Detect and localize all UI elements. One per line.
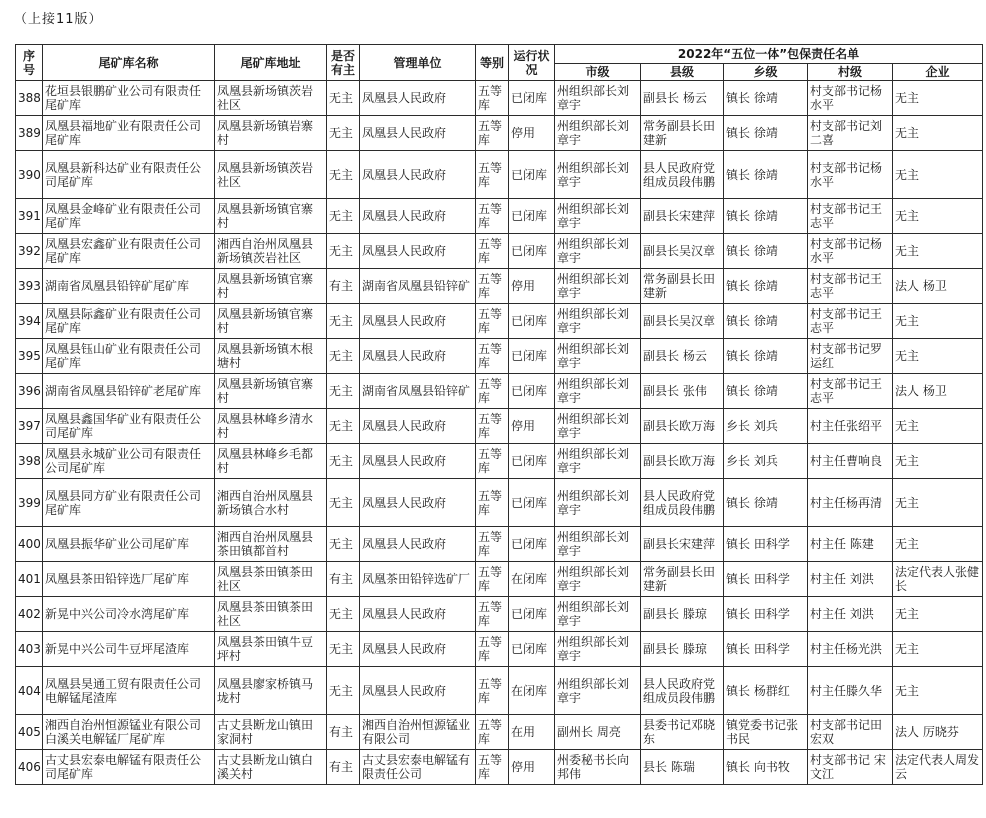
village-level-person: 村主任 刘洪 [808,562,893,597]
owner-flag: 无主 [327,444,360,479]
tailings-responsibility-table [15,44,983,785]
village-level-person: 村支部书记王志平 [808,269,893,304]
grade: 五等库 [476,632,509,667]
tailings-address: 凤凰县林峰乡毛都村 [215,444,327,479]
town-level-person: 镇长 徐靖 [724,304,808,339]
owner-flag: 有主 [327,562,360,597]
management-unit: 凤凰县人民政府 [360,199,476,234]
tailings-name: 凤凰县鑫国华矿业有限责任公司尾矿库 [43,409,215,444]
operation-status: 在闭库 [509,667,555,715]
table-row [16,199,983,234]
owner-flag: 有主 [327,750,360,785]
tailings-address: 凤凰县新场镇茨岩社区 [215,81,327,116]
county-level-person: 副县长欧万海 [641,444,724,479]
enterprise-person: 无主 [893,527,983,562]
town-level-person: 镇长 徐靖 [724,199,808,234]
operation-status: 在闭库 [509,562,555,597]
city-level-person: 州组织部长刘章宇 [555,339,641,374]
county-level-person: 副县长 滕琼 [641,597,724,632]
management-unit: 凤凰县人民政府 [360,632,476,667]
enterprise-person: 法人 杨卫 [893,269,983,304]
row-number: 389 [16,116,43,151]
management-unit: 凤凰县人民政府 [360,597,476,632]
county-level-person: 副县长 杨云 [641,339,724,374]
tailings-address: 凤凰县茶田镇茶田社区 [215,597,327,632]
table-row [16,374,983,409]
operation-status: 停用 [509,269,555,304]
row-number: 406 [16,750,43,785]
grade: 五等库 [476,562,509,597]
town-level-person: 镇长 徐靖 [724,234,808,269]
tailings-name: 凤凰县振华矿业公司尾矿库 [43,527,215,562]
grade: 五等库 [476,479,509,527]
management-unit: 凤凰县人民政府 [360,304,476,339]
row-number: 399 [16,479,43,527]
tailings-address: 凤凰县新场镇官寨村 [215,199,327,234]
operation-status: 已闭库 [509,632,555,667]
village-level-person: 村主任滕久华 [808,667,893,715]
table-row [16,234,983,269]
town-level-person: 镇长 田科学 [724,632,808,667]
operation-status: 已闭库 [509,339,555,374]
tailings-name: 湖南省凤凰县铅锌矿尾矿库 [43,269,215,304]
owner-flag: 无主 [327,479,360,527]
table-row [16,339,983,374]
tailings-address: 凤凰县茶田镇茶田社区 [215,562,327,597]
county-level-person: 副县长 滕琼 [641,632,724,667]
grade: 五等库 [476,527,509,562]
village-level-person: 村支部书记罗运红 [808,339,893,374]
header-town: 乡级 [724,64,808,81]
tailings-name: 凤凰县永城矿业公司有限责任公司尾矿库 [43,444,215,479]
table-body [16,81,983,785]
operation-status: 已闭库 [509,479,555,527]
town-level-person: 镇长 徐靖 [724,479,808,527]
tailings-address: 古丈县断龙山镇白溪关村 [215,750,327,785]
owner-flag: 无主 [327,632,360,667]
table-row [16,151,983,199]
enterprise-person: 法定代表人周发云 [893,750,983,785]
management-unit: 凤凰县人民政府 [360,81,476,116]
city-level-person: 州组织部长刘章宇 [555,597,641,632]
enterprise-person: 无主 [893,151,983,199]
owner-flag: 无主 [327,409,360,444]
grade: 五等库 [476,81,509,116]
village-level-person: 村主任曹响良 [808,444,893,479]
village-level-person: 村主任张绍平 [808,409,893,444]
city-level-person: 州组织部长刘章宇 [555,444,641,479]
operation-status: 已闭库 [509,444,555,479]
grade: 五等库 [476,234,509,269]
row-number: 396 [16,374,43,409]
owner-flag: 无主 [327,527,360,562]
county-level-person: 常务副县长田建新 [641,562,724,597]
header-unit: 管理单位 [360,45,476,81]
city-level-person: 州组织部长刘章宇 [555,409,641,444]
row-number: 388 [16,81,43,116]
county-level-person: 常务副县长田建新 [641,269,724,304]
county-level-person: 常务副县长田建新 [641,116,724,151]
enterprise-person: 无主 [893,597,983,632]
village-level-person: 村支部书记 宋文江 [808,750,893,785]
city-level-person: 州组织部长刘章宇 [555,374,641,409]
header-responsibility-group: 2022年“五位一体”包保责任名单 [555,45,983,64]
management-unit: 湖南省凤凰县铅锌矿 [360,269,476,304]
owner-flag: 无主 [327,234,360,269]
grade: 五等库 [476,750,509,785]
tailings-address: 凤凰县廖家桥镇马垅村 [215,667,327,715]
header-address: 尾矿库地址 [215,45,327,81]
grade: 五等库 [476,151,509,199]
enterprise-person: 无主 [893,234,983,269]
town-level-person: 镇长 田科学 [724,597,808,632]
village-level-person: 村支部书记杨水平 [808,81,893,116]
county-level-person: 县长 陈瑞 [641,750,724,785]
enterprise-person: 无主 [893,479,983,527]
row-number: 394 [16,304,43,339]
operation-status: 停用 [509,116,555,151]
city-level-person: 州组织部长刘章宇 [555,304,641,339]
village-level-person: 村主任 刘洪 [808,597,893,632]
table-row [16,304,983,339]
tailings-name: 新晃中兴公司牛豆坪尾渣库 [43,632,215,667]
owner-flag: 有主 [327,269,360,304]
tailings-address: 凤凰县新场镇官寨村 [215,374,327,409]
tailings-name: 凤凰县茶田铅锌选厂尾矿库 [43,562,215,597]
header-no: 序号 [16,45,43,81]
grade: 五等库 [476,444,509,479]
continued-from-note: （上接11版） [14,12,103,27]
management-unit: 凤凰县人民政府 [360,234,476,269]
enterprise-person: 无主 [893,632,983,667]
tailings-address: 凤凰县新场镇官寨村 [215,269,327,304]
town-level-person: 镇长 徐靖 [724,151,808,199]
grade: 五等库 [476,409,509,444]
village-level-person: 村支部书记王志平 [808,374,893,409]
grade: 五等库 [476,304,509,339]
operation-status: 已闭库 [509,527,555,562]
tailings-address: 湘西自治州凤凰县新场镇合水村 [215,479,327,527]
header-enterprise: 企业 [893,64,983,81]
grade: 五等库 [476,667,509,715]
header-city: 市级 [555,64,641,81]
table-row [16,632,983,667]
row-number: 392 [16,234,43,269]
operation-status: 已闭库 [509,234,555,269]
operation-status: 已闭库 [509,374,555,409]
header-name: 尾矿库名称 [43,45,215,81]
city-level-person: 州委秘书长向邦伟 [555,750,641,785]
village-level-person: 村支部书记王志平 [808,304,893,339]
town-level-person: 镇党委书记张书民 [724,715,808,750]
grade: 五等库 [476,339,509,374]
tailings-name: 凤凰县新科达矿业有限责任公司尾矿库 [43,151,215,199]
management-unit: 湖南省凤凰县铅锌矿 [360,374,476,409]
operation-status: 已闭库 [509,597,555,632]
enterprise-person: 法人 杨卫 [893,374,983,409]
owner-flag: 无主 [327,199,360,234]
management-unit: 凤凰县人民政府 [360,479,476,527]
county-level-person: 副县长吴汉章 [641,304,724,339]
county-level-person: 副县长欧万海 [641,409,724,444]
enterprise-person: 法人 厉晓芬 [893,715,983,750]
grade: 五等库 [476,116,509,151]
tailings-address: 湘西自治州凤凰县茶田镇都首村 [215,527,327,562]
county-level-person: 副县长吴汉章 [641,234,724,269]
city-level-person: 副州长 周亮 [555,715,641,750]
row-number: 398 [16,444,43,479]
owner-flag: 无主 [327,667,360,715]
town-level-person: 镇长 杨群红 [724,667,808,715]
town-level-person: 镇长 徐靖 [724,339,808,374]
tailings-name: 凤凰县同方矿业有限责任公司尾矿库 [43,479,215,527]
header-grade: 等别 [476,45,509,81]
management-unit: 古丈县宏泰电解锰有限责任公司 [360,750,476,785]
grade: 五等库 [476,269,509,304]
tailings-name: 湘西自治州恒源锰业有限公司白溪关电解锰厂尾矿库 [43,715,215,750]
tailings-address: 凤凰县新场镇木根塘村 [215,339,327,374]
grade: 五等库 [476,597,509,632]
city-level-person: 州组织部长刘章宇 [555,116,641,151]
owner-flag: 无主 [327,339,360,374]
tailings-name: 花垣县银鹏矿业公司有限责任尾矿库 [43,81,215,116]
tailings-address: 古丈县断龙山镇田家洞村 [215,715,327,750]
city-level-person: 州组织部长刘章宇 [555,234,641,269]
operation-status: 停用 [509,409,555,444]
owner-flag: 无主 [327,304,360,339]
operation-status: 已闭库 [509,304,555,339]
header-status: 运行状况 [509,45,555,81]
tailings-name: 凤凰县金峰矿业有限责任公司尾矿库 [43,199,215,234]
county-level-person: 副县长宋建萍 [641,527,724,562]
enterprise-person: 无主 [893,81,983,116]
row-number: 393 [16,269,43,304]
tailings-name: 凤凰县钰山矿业有限责任公司尾矿库 [43,339,215,374]
tailings-address: 凤凰县新场镇茨岩社区 [215,151,327,199]
table-row [16,81,983,116]
owner-flag: 无主 [327,81,360,116]
owner-flag: 无主 [327,597,360,632]
table-row [16,667,983,715]
table-header [16,45,983,81]
row-number: 395 [16,339,43,374]
management-unit: 凤凰县人民政府 [360,527,476,562]
city-level-person: 州组织部长刘章宇 [555,479,641,527]
management-unit: 凤凰县人民政府 [360,339,476,374]
tailings-name: 凤凰县际鑫矿业有限责任公司尾矿库 [43,304,215,339]
city-level-person: 州组织部长刘章宇 [555,199,641,234]
city-level-person: 州组织部长刘章宇 [555,81,641,116]
tailings-name: 古丈县宏泰电解锰有限责任公司尾矿库 [43,750,215,785]
county-level-person: 县委书记邓晓东 [641,715,724,750]
row-number: 402 [16,597,43,632]
row-number: 391 [16,199,43,234]
tailings-name: 湖南省凤凰县铅锌矿老尾矿库 [43,374,215,409]
table-row [16,597,983,632]
operation-status: 已闭库 [509,81,555,116]
management-unit: 凤凰县人民政府 [360,409,476,444]
tailings-name: 凤凰县福地矿业有限责任公司尾矿库 [43,116,215,151]
village-level-person: 村支部书记王志平 [808,199,893,234]
tailings-address: 凤凰县林峰乡清水村 [215,409,327,444]
county-level-person: 县人民政府党组成员段伟鹏 [641,479,724,527]
village-level-person: 村支部书记杨水平 [808,234,893,269]
town-level-person: 镇长 向书牧 [724,750,808,785]
enterprise-person: 无主 [893,304,983,339]
tailings-address: 凤凰县新场镇官寨村 [215,304,327,339]
management-unit: 凤凰县人民政府 [360,444,476,479]
town-level-person: 乡长 刘兵 [724,444,808,479]
row-number: 390 [16,151,43,199]
row-number: 404 [16,667,43,715]
header-owner: 是否有主 [327,45,360,81]
town-level-person: 镇长 田科学 [724,562,808,597]
town-level-person: 镇长 徐靖 [724,374,808,409]
town-level-person: 镇长 田科学 [724,527,808,562]
enterprise-person: 法定代表人张健长 [893,562,983,597]
tailings-address: 凤凰县茶田镇牛豆坪村 [215,632,327,667]
row-number: 401 [16,562,43,597]
county-level-person: 副县长 张伟 [641,374,724,409]
header-village: 村级 [808,64,893,81]
table-row [16,527,983,562]
city-level-person: 州组织部长刘章宇 [555,527,641,562]
city-level-person: 州组织部长刘章宇 [555,562,641,597]
operation-status: 已闭库 [509,199,555,234]
operation-status: 已闭库 [509,151,555,199]
tailings-name: 新晃中兴公司冷水湾尾矿库 [43,597,215,632]
management-unit: 凤凰县人民政府 [360,667,476,715]
row-number: 403 [16,632,43,667]
management-unit: 湘西自治州恒源锰业有限公司 [360,715,476,750]
owner-flag: 无主 [327,116,360,151]
village-level-person: 村支部书记杨水平 [808,151,893,199]
town-level-person: 乡长 刘兵 [724,409,808,444]
city-level-person: 州组织部长刘章宇 [555,151,641,199]
city-level-person: 州组织部长刘章宇 [555,667,641,715]
table-row [16,116,983,151]
management-unit: 凤凰县人民政府 [360,116,476,151]
enterprise-person: 无主 [893,199,983,234]
tailings-address: 凤凰县新场镇岩寨村 [215,116,327,151]
town-level-person: 镇长 徐靖 [724,269,808,304]
village-level-person: 村支部书记田宏双 [808,715,893,750]
row-number: 400 [16,527,43,562]
enterprise-person: 无主 [893,667,983,715]
table-row [16,715,983,750]
table-row [16,479,983,527]
grade: 五等库 [476,199,509,234]
tailings-name: 凤凰县昊通工贸有限责任公司电解锰尾渣库 [43,667,215,715]
header-county: 县级 [641,64,724,81]
village-level-person: 村主任杨再清 [808,479,893,527]
enterprise-person: 无主 [893,339,983,374]
county-level-person: 副县长宋建萍 [641,199,724,234]
county-level-person: 副县长 杨云 [641,81,724,116]
village-level-person: 村主任杨光洪 [808,632,893,667]
city-level-person: 州组织部长刘章宇 [555,269,641,304]
management-unit: 凤凰县人民政府 [360,151,476,199]
row-number: 397 [16,409,43,444]
table-row [16,444,983,479]
county-level-person: 县人民政府党组成员段伟鹏 [641,667,724,715]
village-level-person: 村主任 陈建 [808,527,893,562]
enterprise-person: 无主 [893,409,983,444]
owner-flag: 无主 [327,374,360,409]
table-row [16,562,983,597]
town-level-person: 镇长 徐靖 [724,116,808,151]
grade: 五等库 [476,374,509,409]
county-level-person: 县人民政府党组成员段伟鹏 [641,151,724,199]
city-level-person: 州组织部长刘章宇 [555,632,641,667]
enterprise-person: 无主 [893,116,983,151]
row-number: 405 [16,715,43,750]
table-row [16,269,983,304]
owner-flag: 无主 [327,151,360,199]
tailings-address: 湘西自治州凤凰县新场镇茨岩社区 [215,234,327,269]
management-unit: 凤凰茶田铅锌选矿厂 [360,562,476,597]
tailings-name: 凤凰县宏鑫矿业有限责任公司尾矿库 [43,234,215,269]
operation-status: 在用 [509,715,555,750]
enterprise-person: 无主 [893,444,983,479]
town-level-person: 镇长 徐靖 [724,81,808,116]
village-level-person: 村支部书记刘二喜 [808,116,893,151]
operation-status: 停用 [509,750,555,785]
table-row [16,409,983,444]
owner-flag: 有主 [327,715,360,750]
grade: 五等库 [476,715,509,750]
table-row [16,750,983,785]
